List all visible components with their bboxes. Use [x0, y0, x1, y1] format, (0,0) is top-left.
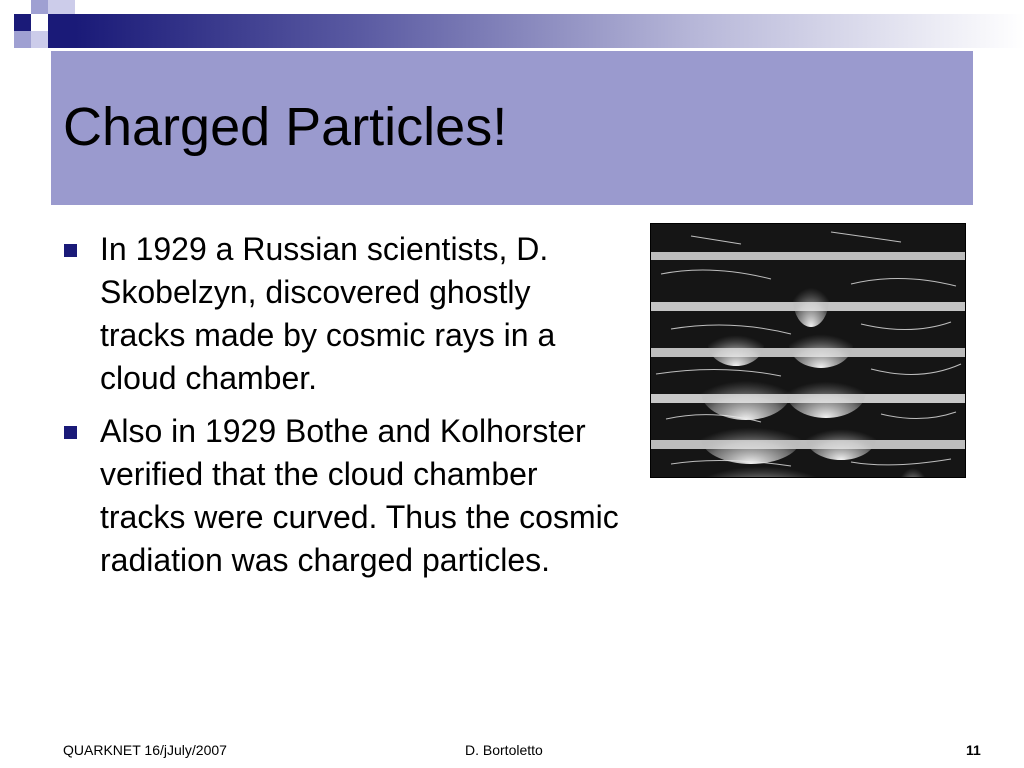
decor-square-icon: [48, 0, 62, 14]
cloud-chamber-photo-icon: [651, 224, 965, 477]
page-number: 11: [966, 742, 981, 758]
decor-square-icon: [62, 0, 75, 14]
footer-author: D. Bortoletto: [465, 742, 543, 758]
square-bullet-icon: [64, 244, 77, 257]
decor-square-icon: [31, 31, 48, 48]
bullet-text: In 1929 a Russian scientists, D. Skobelzyn, discovered ghostly tracks made by cosmic rays in a cloud chamber.: [100, 231, 556, 396]
bullet-list: [62, 228, 622, 592]
decor-square-icon: [14, 14, 31, 31]
bullet-item: [62, 410, 622, 582]
decor-square-icon: [31, 0, 48, 14]
slide-title: Charged Particles!: [63, 97, 508, 157]
bullet-text: Also in 1929 Bothe and Kolhorster verified that the cloud chamber tracks were curved. Thus the cosmic radiation was charged particles.: [100, 413, 619, 578]
cloud-chamber-photo: [650, 223, 966, 478]
footer-left-text: QUARKNET 16/jJuly/2007: [63, 742, 227, 758]
decor-square-icon: [48, 14, 75, 48]
header-gradient-bar: [75, 14, 1024, 48]
bullet-item: [62, 228, 622, 400]
decor-square-icon: [14, 31, 31, 48]
square-bullet-icon: [64, 426, 77, 439]
